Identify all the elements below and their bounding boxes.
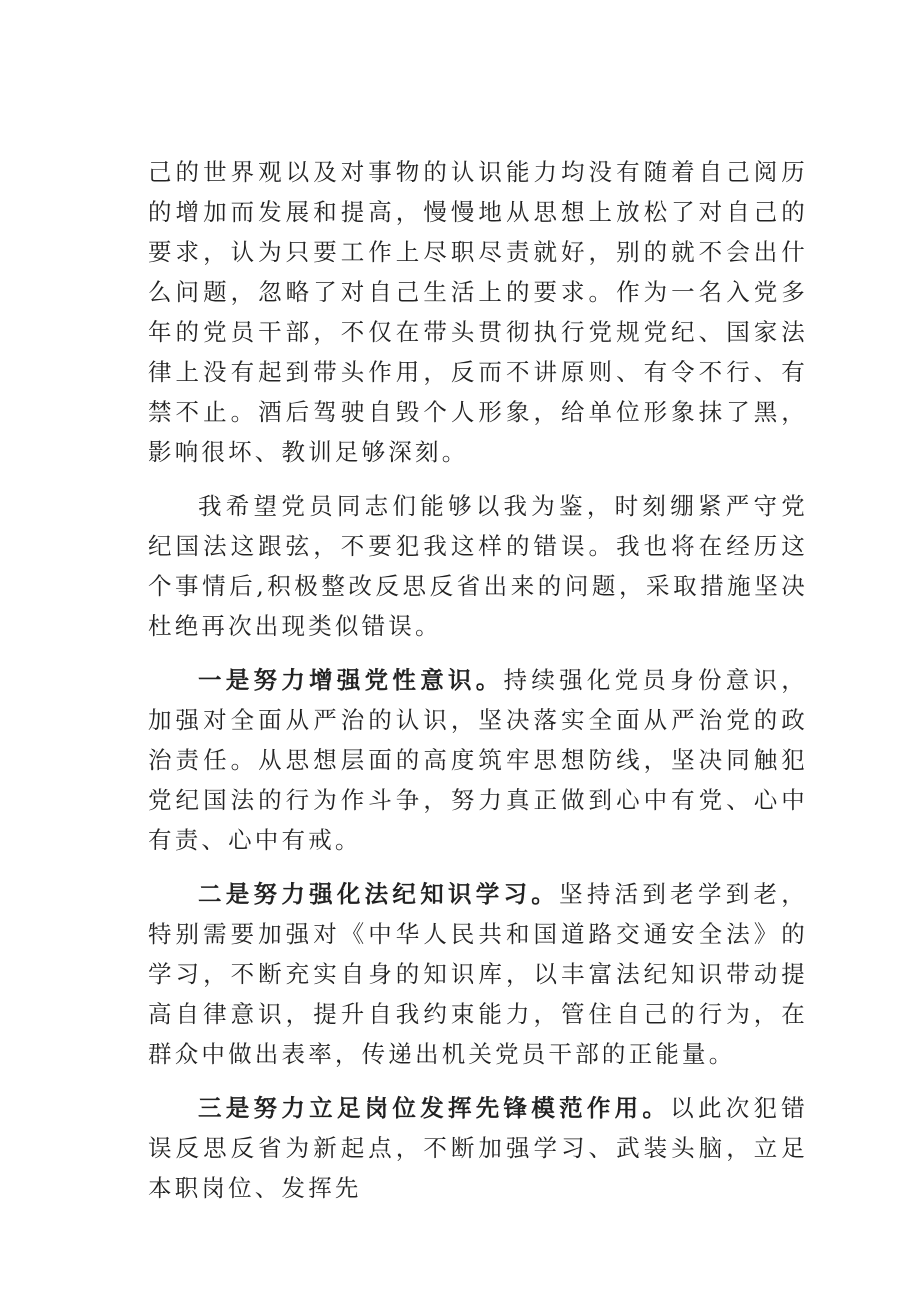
paragraph-3 bbox=[148, 660, 808, 860]
paragraph-2-text: 我希望党员同志们能够以我为鉴，时刻绷紧严守党纪国法这跟弦，不要犯我这样的错误。我也将在经历这个事情后,积极整改反思反省出来的问题，采取措施坚决杜绝再次出现类似错误。 bbox=[148, 492, 808, 640]
paragraph-5 bbox=[148, 1088, 808, 1208]
paragraph-4-heading: 二是努力强化法纪知识学习。 bbox=[198, 880, 560, 908]
paragraph-1-text: 己的世界观以及对事物的认识能力均没有随着自己阅历的增加而发展和提高，慢慢地从思想上放松了对自己的要求，认为只要工作上尽职尽责就好，别的就不会出什么问题，忽略了对自己生活上的要求。作为一名入党多年的党员干部，不仅在带头贯彻执行党规党纪、国家法律上没有起到带头作用，反而不讲原则、有令不行、有禁不止。酒后驾驶自毁个人形象，给单位形象抹了黑，影响很坏、教训足够深刻。 bbox=[148, 158, 808, 466]
paragraph-1 bbox=[148, 152, 808, 472]
document-body bbox=[148, 152, 808, 1222]
paragraph-4-text: 坚持活到老学到老，特别需要加强对《中华人民共和国道路交通安全法》的学习，不断充实自身的知识库，以丰富法纪知识带动提高自律意识，提升自我约束能力，管住自己的行为，在群众中做出表率，传递出机关党员干部的正能量。 bbox=[148, 880, 808, 1068]
paragraph-2 bbox=[148, 486, 808, 646]
paragraph-5-heading: 三是努力立足岗位发挥先锋模范作用。 bbox=[198, 1094, 671, 1122]
paragraph-4 bbox=[148, 874, 808, 1074]
paragraph-5-text: 以此次犯错误反思反省为新起点，不断加强学习、武装头脑，立足本职岗位、发挥先 bbox=[148, 1094, 809, 1202]
paragraph-3-text: 持续强化党员身份意识，加强对全面从严治的认识，坚决落实全面从严治党的政治责任。从思想层面的高度筑牢思想防线，坚决同触犯党纪国法的行为作斗争，努力真正做到心中有党、心中有责、心中有戒。 bbox=[148, 666, 809, 854]
paragraph-3-heading: 一是努力增强党性意识。 bbox=[198, 666, 504, 694]
